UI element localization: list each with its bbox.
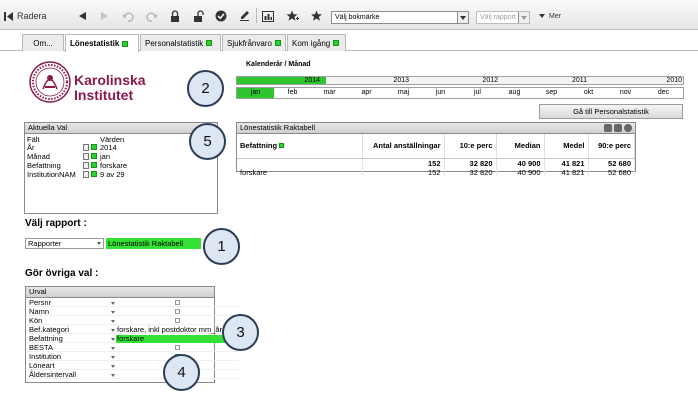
filter-label: Namn — [29, 307, 50, 316]
year-label: 2010 — [666, 77, 682, 84]
chevron-down-icon[interactable] — [111, 356, 115, 359]
month-mar[interactable] — [311, 88, 348, 98]
year-label: 2014 — [304, 77, 320, 84]
lock-icon — [170, 10, 180, 22]
filter-row-loneart[interactable] — [27, 362, 239, 370]
filter-checkbox[interactable] — [175, 300, 180, 305]
year-label: 2013 — [393, 77, 409, 84]
callout-2: 2 — [187, 70, 224, 107]
tab-lonestatistik[interactable] — [65, 34, 139, 52]
month-label: sep — [545, 89, 558, 96]
table-cell: 40 900 — [496, 168, 544, 177]
star-plus-icon — [286, 10, 299, 22]
tab-label: Om... — [33, 38, 53, 48]
panel-icons — [604, 124, 632, 132]
forward-arrow-icon — [100, 11, 109, 21]
logo-line-2: Institutet — [74, 87, 134, 103]
report-type-select[interactable] — [25, 238, 104, 249]
bookmark-select[interactable] — [331, 11, 469, 24]
chevron-down-icon[interactable] — [111, 302, 115, 305]
month-sep[interactable] — [533, 88, 570, 98]
chevron-down-icon[interactable] — [111, 374, 115, 377]
table-cell: 52 680 — [588, 158, 635, 168]
filter-checkbox[interactable] — [175, 345, 180, 350]
salary-table-header — [237, 123, 635, 134]
chevron-down-icon[interactable] — [111, 347, 115, 350]
column-label: Befattning — [240, 141, 278, 151]
filter-row-namn[interactable] — [27, 308, 239, 316]
report-select-value: Välj rapport — [480, 14, 516, 21]
bookmark-select-value: Välj bokmärke — [335, 14, 380, 21]
chevron-down-icon[interactable] — [111, 365, 115, 368]
filter-row-institution[interactable] — [27, 353, 239, 361]
bar-chart-icon — [262, 11, 274, 22]
year-2013[interactable] — [326, 77, 415, 84]
table-header-row — [237, 134, 635, 158]
filter-row-bef-kategori[interactable] — [27, 326, 239, 334]
add-bookmark-button[interactable] — [286, 9, 299, 23]
table-row[interactable] — [237, 168, 635, 177]
selected-indicator-icon — [91, 162, 97, 168]
filter-row-befattning[interactable] — [27, 335, 239, 343]
column-label: 10:e perc — [459, 141, 493, 151]
table-cell: 32 820 — [444, 158, 496, 168]
more-label: Mer — [549, 12, 562, 20]
column-label: Median — [514, 141, 541, 151]
tab-label: Kom igång — [292, 38, 331, 48]
selected-report-value[interactable]: Lönestatistik Raktabell — [106, 238, 201, 249]
chevron-down-icon[interactable] — [111, 320, 115, 323]
ki-seal-logo — [28, 60, 72, 104]
tab-bar — [0, 31, 698, 51]
filter-label: Institution — [29, 352, 62, 361]
choose-report-heading: Välj rapport : — [25, 218, 87, 229]
undo-button[interactable] — [122, 9, 134, 23]
table-cell: 52 680 — [588, 168, 635, 177]
logo-line-1: Karolinska — [74, 72, 146, 88]
report-select[interactable] — [476, 11, 530, 24]
toolbar-separator — [256, 8, 257, 23]
selected-indicator-icon — [91, 144, 97, 150]
month-label: jul — [473, 89, 481, 96]
column-median[interactable] — [496, 134, 544, 158]
redo-button[interactable] — [146, 9, 158, 23]
table-cell: 41 821 — [544, 168, 588, 177]
edit-button[interactable] — [239, 9, 250, 23]
ki-wordmark — [74, 73, 146, 103]
column-label: Medel — [563, 141, 585, 151]
filter-value: forskare, inkl postdoktor mm_år — [117, 325, 223, 334]
chevron-down-icon[interactable] — [111, 338, 115, 341]
selection-field: Månad — [27, 152, 50, 161]
year-label: 2011 — [571, 77, 587, 84]
sort-indicator-icon — [279, 143, 284, 148]
year-2010[interactable] — [593, 77, 683, 84]
callout-4: 4 — [163, 354, 200, 391]
filter-label: Befattning — [29, 334, 63, 343]
callout-1: 1 — [203, 228, 240, 265]
chevron-down-icon — [457, 12, 468, 23]
filter-label: Åldersintervall — [29, 370, 77, 379]
selected-indicator-icon — [91, 153, 97, 159]
star-icon — [310, 10, 323, 22]
help-icon[interactable] — [624, 124, 632, 132]
chevron-down-icon — [518, 12, 529, 23]
column-medel[interactable] — [544, 134, 588, 158]
edit-icon[interactable] — [83, 171, 89, 178]
column-90-perc[interactable] — [588, 134, 635, 158]
month-okt[interactable] — [570, 88, 607, 98]
selection-value: 9 av 29 — [100, 170, 125, 179]
selection-field: Befattning — [27, 161, 61, 170]
back-button[interactable] — [78, 9, 87, 23]
table-cell: 41 821 — [544, 158, 588, 168]
export-icon[interactable] — [614, 124, 622, 132]
tab-label: Lönestatistik — [70, 39, 120, 48]
filter-label: Löneart — [29, 361, 55, 370]
filter-label: BESTA — [29, 343, 54, 352]
month-feb[interactable] — [274, 88, 311, 98]
values-column-header: Värden — [100, 135, 125, 144]
column-antal[interactable] — [362, 134, 444, 158]
month-jun[interactable] — [422, 88, 459, 98]
year-2014[interactable] — [237, 77, 326, 84]
edit-icon[interactable] — [83, 153, 89, 160]
tab-personalstatistik[interactable] — [140, 34, 221, 51]
report-type-label: Rapporter — [28, 239, 62, 248]
more-menu[interactable] — [539, 9, 561, 23]
selection-value: forskare — [100, 161, 128, 170]
undo-icon — [122, 11, 134, 22]
year-2011[interactable] — [504, 77, 593, 84]
other-selections-heading: Gör övriga val : — [25, 268, 99, 279]
month-label: dec — [657, 89, 670, 96]
tab-om[interactable] — [22, 34, 64, 51]
salary-table-title: Lönestatistik Raktabell — [240, 123, 316, 132]
print-icon[interactable] — [604, 124, 612, 132]
selection-value: jan — [100, 152, 111, 161]
status-indicator-icon — [206, 40, 212, 46]
month-label: okt — [583, 89, 594, 96]
check-button[interactable] — [215, 9, 227, 23]
filter-row-besta[interactable] — [27, 344, 239, 352]
filter-checkbox[interactable] — [175, 309, 180, 314]
month-jan[interactable] — [237, 88, 274, 98]
month-apr[interactable] — [348, 88, 385, 98]
year-2012[interactable] — [415, 77, 504, 84]
goto-personalstatistik-button[interactable]: Gå till Personalstatistik — [539, 104, 683, 119]
chevron-down-icon — [97, 242, 101, 245]
skip-back-icon — [3, 11, 14, 22]
table-cell: 40 900 — [496, 158, 544, 168]
check-circle-icon — [215, 10, 227, 22]
tab-sjukfranvaro[interactable] — [222, 34, 286, 51]
filter-row-aldersintervall[interactable] — [27, 371, 239, 379]
edit-icon[interactable] — [83, 162, 89, 169]
salary-table-panel — [236, 122, 636, 177]
urval-title: Urval — [26, 287, 214, 298]
table-cell: 152 — [362, 168, 444, 177]
month-aug[interactable] — [496, 88, 533, 98]
caret-down-icon — [539, 14, 545, 18]
column-befattning[interactable] — [237, 134, 362, 158]
tab-kom-igang[interactable] — [287, 34, 346, 51]
status-indicator-icon — [333, 40, 339, 46]
year-label: 2012 — [482, 77, 498, 84]
clear-button[interactable] — [3, 9, 47, 23]
column-label: 90:e perc — [598, 141, 631, 151]
callout-3: 3 — [222, 314, 259, 351]
selection-row-befattning[interactable] — [27, 161, 237, 170]
table-cell: forskare — [237, 168, 362, 177]
edit-icon[interactable] — [83, 144, 89, 151]
filter-value: forskare — [117, 334, 145, 343]
unlock-button[interactable] — [193, 9, 204, 23]
selection-field: InstitutionNAM — [27, 170, 76, 179]
calendar-title: Kalenderår / Månad — [246, 61, 311, 68]
chart-button[interactable] — [262, 9, 274, 23]
month-label: mar — [323, 89, 336, 96]
table-cell: 152 — [362, 158, 444, 168]
column-label: Antal anställningar — [372, 141, 441, 151]
filter-checkbox[interactable] — [175, 318, 180, 323]
lock-button[interactable] — [170, 9, 180, 23]
selection-row-institution[interactable] — [27, 170, 237, 179]
forward-button[interactable] — [100, 9, 109, 23]
table-cell: 32 820 — [444, 168, 496, 177]
month-label: feb — [287, 89, 298, 96]
selection-field: År — [27, 143, 35, 152]
filter-row-persnr[interactable] — [27, 299, 239, 307]
pencil-icon — [239, 10, 250, 22]
month-jul[interactable] — [459, 88, 496, 98]
month-selector — [236, 87, 684, 99]
filter-label: Persnr — [29, 298, 52, 307]
column-10-perc[interactable] — [444, 134, 496, 158]
bookmarks-button[interactable] — [310, 9, 323, 23]
back-arrow-icon — [78, 11, 87, 21]
month-label: maj — [397, 89, 410, 96]
tab-label: Sjukfrånvaro — [227, 38, 272, 48]
month-label: nov — [619, 89, 632, 96]
redo-icon — [146, 11, 158, 22]
current-selections-title: Aktuella Val — [25, 123, 217, 134]
month-maj[interactable] — [385, 88, 422, 98]
toolbar — [0, 0, 698, 30]
month-label: apr — [361, 89, 372, 96]
filter-row-kon[interactable] — [27, 317, 239, 325]
month-label: aug — [508, 89, 521, 96]
year-selector — [236, 76, 684, 85]
field-column-header: Fält — [27, 135, 40, 144]
clear-label: Radera — [17, 11, 47, 21]
table-total-row — [237, 158, 635, 168]
chevron-down-icon[interactable] — [111, 311, 115, 314]
salary-table — [237, 134, 635, 177]
month-label: jan — [250, 89, 261, 96]
month-nov[interactable] — [607, 88, 644, 98]
filter-label: Bef.kategori — [29, 325, 70, 334]
status-indicator-icon — [122, 41, 128, 47]
unlock-icon — [193, 10, 204, 22]
selected-indicator-icon — [91, 171, 97, 177]
tab-label: Personalstatistik — [145, 38, 204, 48]
callout-5: 5 — [189, 123, 226, 160]
status-indicator-icon — [275, 40, 281, 46]
selection-value: 2014 — [100, 143, 117, 152]
month-label: jun — [435, 89, 446, 96]
table-cell — [237, 158, 362, 168]
filter-label: Kön — [29, 316, 43, 325]
month-dec[interactable] — [644, 88, 683, 98]
chevron-down-icon[interactable] — [111, 329, 115, 332]
